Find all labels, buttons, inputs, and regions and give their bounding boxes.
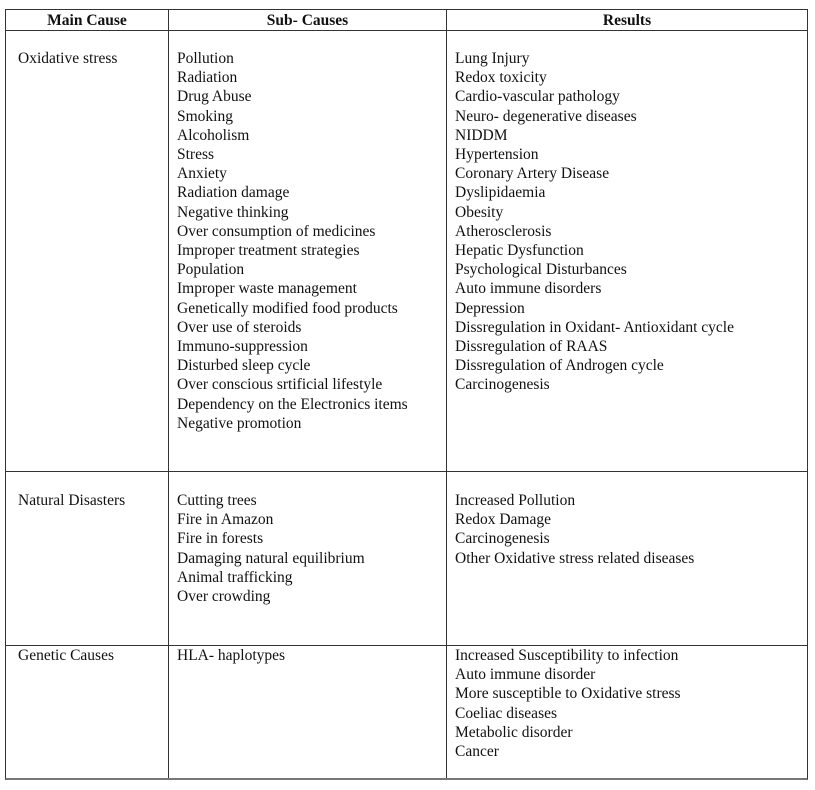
list-item: Cutting trees <box>177 492 257 509</box>
list-item: Improper treatment strategies <box>177 242 360 260</box>
causes-table <box>5 9 808 780</box>
sub-causes-list <box>177 491 365 606</box>
row-divider <box>6 645 807 646</box>
list-item: Dyslipidaemia <box>455 184 546 202</box>
header-results: Results <box>602 12 652 29</box>
list-item: Obesity <box>455 203 504 221</box>
list-item: Over use of steroids <box>177 318 302 336</box>
list-item: Increased Pollution <box>455 492 576 509</box>
list-item: Dissregulation of Androgen cycle <box>455 357 664 375</box>
header-sub-causes: Sub- Causes <box>266 12 349 29</box>
list-item: Pollution <box>177 50 234 67</box>
sub-causes-list <box>177 646 285 665</box>
list-item: Population <box>177 261 245 279</box>
list-item: Damaging natural equilibrium <box>177 549 365 567</box>
list-item: Coeliac diseases <box>455 704 558 722</box>
list-item: Fire in forests <box>177 530 264 548</box>
list-item: Auto immune disorders <box>455 280 602 298</box>
column-divider <box>168 10 169 778</box>
results-list <box>455 49 734 395</box>
list-item: Over conscious srtificial lifestyle <box>177 376 383 394</box>
list-item: Anxiety <box>177 165 227 183</box>
sub-causes-list <box>177 49 408 433</box>
main-cause-cell: Oxidative stress <box>18 50 118 67</box>
list-item: Improper waste management <box>177 280 357 298</box>
list-item: Redox toxicity <box>455 69 547 87</box>
list-item: Metabolic disorder <box>455 723 573 741</box>
list-item: Cancer <box>455 743 499 761</box>
list-item: Depression <box>455 299 525 317</box>
list-item: Fire in Amazon <box>177 511 274 529</box>
list-item: Drug Abuse <box>177 88 252 106</box>
list-item: Psychological Disturbances <box>455 261 627 279</box>
list-item: Radiation damage <box>177 184 290 202</box>
list-item: Dissregulation of RAAS <box>455 338 608 356</box>
list-item: Coronary Artery Disease <box>455 165 610 183</box>
list-item: Increased Susceptibility to infection <box>455 647 679 664</box>
list-item: Cardio-vascular pathology <box>455 88 620 106</box>
list-item: Dissregulation in Oxidant- Antioxidant cycle <box>455 318 734 336</box>
list-item: Animal trafficking <box>177 568 293 586</box>
list-item: More susceptible to Oxidative stress <box>455 685 681 703</box>
list-item: Alcoholism <box>177 126 250 144</box>
list-item: Hepatic Dysfunction <box>455 242 584 260</box>
header-main-cause: Main Cause <box>47 12 127 29</box>
list-item: Neuro- degenerative diseases <box>455 107 637 125</box>
results-list <box>455 491 694 568</box>
list-item: Negative promotion <box>177 414 302 432</box>
results-list <box>455 646 681 761</box>
list-item: Lung Injury <box>455 50 530 67</box>
list-item: Smoking <box>177 107 233 125</box>
list-item: Radiation <box>177 69 238 87</box>
list-item: NIDDM <box>455 126 508 144</box>
list-item: Disturbed sleep cycle <box>177 357 311 375</box>
list-item: Genetically modified food products <box>177 299 398 317</box>
list-item: Atherosclerosis <box>455 222 552 240</box>
column-divider <box>446 10 447 778</box>
list-item: Auto immune disorder <box>455 666 596 684</box>
list-item: Carcinogenesis <box>455 530 550 548</box>
list-item: Negative thinking <box>177 203 289 221</box>
list-item: HLA- haplotypes <box>177 647 286 664</box>
list-item: Stress <box>177 146 215 164</box>
list-item: Dependency on the Electronics items <box>177 395 408 413</box>
list-item: Carcinogenesis <box>455 376 550 394</box>
list-item: Other Oxidative stress related diseases <box>455 549 695 567</box>
list-item: Over consumption of medicines <box>177 222 376 240</box>
list-item: Redox Damage <box>455 511 551 529</box>
list-item: Immuno-suppression <box>177 338 308 356</box>
main-cause-cell: Natural Disasters <box>18 492 126 509</box>
list-item: Over crowding <box>177 588 271 606</box>
main-cause-cell: Genetic Causes <box>18 647 114 664</box>
row-divider <box>6 471 807 472</box>
list-item: Hypertension <box>455 146 539 164</box>
